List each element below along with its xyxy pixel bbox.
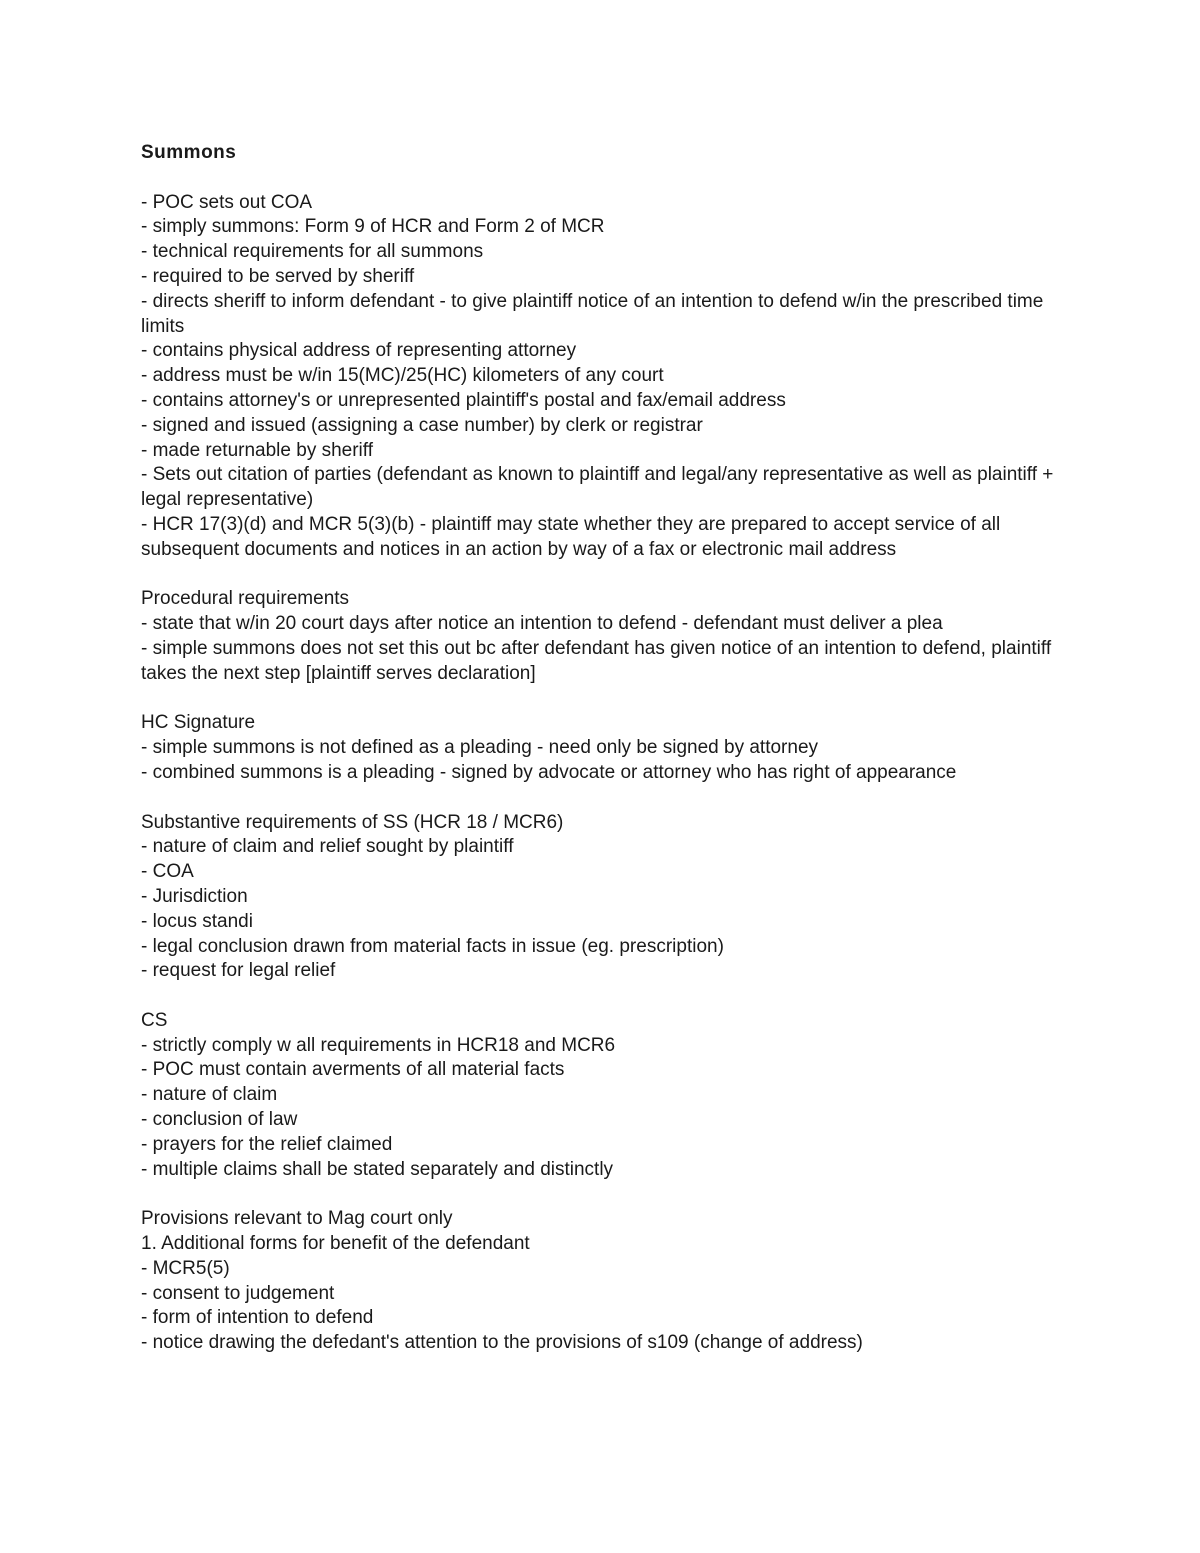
list-item: - legal conclusion drawn from material facts in issue (eg. prescription) (141, 935, 724, 957)
list-item: - contains physical address of representing attorney (141, 340, 577, 362)
section-heading: Procedural requirements (141, 588, 350, 610)
section-heading: Substantive requirements of SS (HCR 18 / MCR6) (141, 811, 564, 833)
list-item: - prayers for the relief claimed (141, 1133, 393, 1155)
list-item: - HCR 17(3)(d) and MCR 5(3)(b) - plaintiff may state whether they are prepared to accept service of all subsequent documents and notices in an action by way of a fax or electronic mail address (141, 513, 1001, 560)
list-item: - notice drawing the defedant's attention to the provisions of s109 (change of address) (141, 1332, 863, 1354)
list-item: - form of intention to defend (141, 1307, 374, 1329)
list-item: - POC must contain averments of all material facts (141, 1059, 565, 1081)
list-item: - simply summons: Form 9 of HCR and Form 2 of MCR (141, 216, 605, 238)
list-item: - POC sets out COA (141, 191, 313, 213)
cs-section (141, 1009, 1071, 1183)
list-item: - strictly comply w all requirements in HCR18 and MCR6 (141, 1034, 616, 1056)
list-item: 1. Additional forms for benefit of the defendant (141, 1233, 530, 1255)
list-item: - address must be w/in 15(MC)/25(HC) kilometers of any court (141, 365, 664, 387)
list-item: - combined summons is a pleading - signed by advocate or attorney who has right of appearance (141, 761, 957, 783)
intro-section (141, 191, 1071, 563)
mag-court-section (141, 1207, 1071, 1356)
list-item: - signed and issued (assigning a case number) by clerk or registrar (141, 414, 703, 436)
list-item: - state that w/in 20 court days after notice an intention to defend - defendant must deliver a plea (141, 613, 943, 635)
list-item: - nature of claim and relief sought by plaintiff (141, 836, 514, 858)
list-item: - technical requirements for all summons (141, 241, 484, 263)
list-item: - MCR5(5) (141, 1257, 230, 1279)
section-heading: CS (141, 1009, 168, 1031)
list-item: - multiple claims shall be stated separately and distinctly (141, 1158, 614, 1180)
list-item: - Jurisdiction (141, 885, 248, 907)
list-item: - COA (141, 861, 194, 883)
section-heading: HC Signature (141, 712, 256, 734)
list-item: - consent to judgement (141, 1282, 335, 1304)
procedural-section (141, 587, 1071, 686)
list-item: - nature of claim (141, 1084, 278, 1106)
list-item: - request for legal relief (141, 960, 336, 982)
document-page (141, 141, 1071, 1381)
list-item: - contains attorney's or unrepresented plaintiff's postal and fax/email address (141, 389, 786, 411)
list-item: - required to be served by sheriff (141, 265, 415, 287)
substantive-section (141, 811, 1071, 985)
document-title: Summons (141, 142, 237, 163)
section-heading: Provisions relevant to Mag court only (141, 1208, 453, 1230)
hc-signature-section (141, 711, 1071, 785)
list-item: - directs sheriff to inform defendant - to give plaintiff notice of an intention to defend w/in the prescribed time limits (141, 290, 1044, 337)
list-item: - locus standi (141, 910, 253, 932)
list-item: - Sets out citation of parties (defendant as known to plaintiff and legal/any representative as well as plaintiff + legal representative) (141, 464, 1054, 511)
list-item: - made returnable by sheriff (141, 439, 373, 461)
list-item: - conclusion of law (141, 1109, 298, 1131)
list-item: - simple summons is not defined as a pleading - need only be signed by attorney (141, 737, 819, 759)
list-item: - simple summons does not set this out bc after defendant has given notice of an intention to defend, plaintiff takes the next step [plaintiff serves declaration] (141, 637, 1052, 684)
